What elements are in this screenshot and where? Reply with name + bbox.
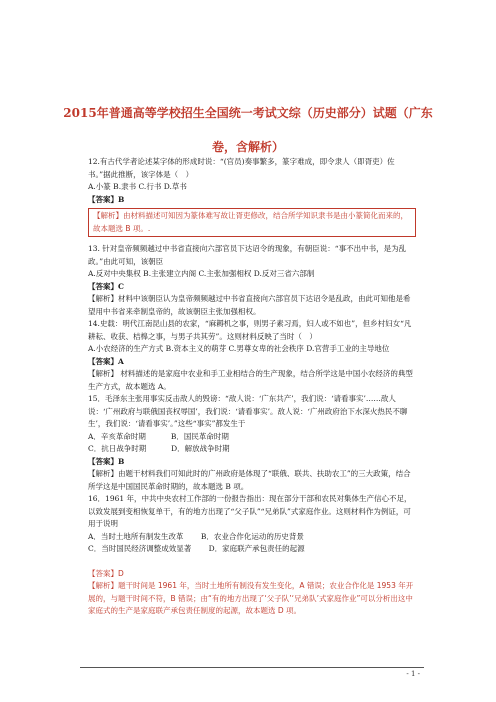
question-15-option-c: C．抗日战争时期 bbox=[88, 444, 147, 453]
document-body bbox=[88, 156, 414, 618]
question-16-stem: 16．1961 年，中共中央农村工作部的一份报告指出：现在部分干部和农民对集体生产信心不足，以致发展到变相恢复单干，有的地方出现了“父子队”“兄弟队”式家庭作业。这则材料作为例证，可用于说明 bbox=[88, 494, 412, 528]
question-15-stem: 15．毛泽东主张用事实反击敌人的毁谤：“敌人说：‘广东共产’，我们说：‘请看事实’……敌人说：‘广州政府与联俄国丧权辱国’，我们说：‘请看事实’。敌人说：‘广州政府治下水深火热民不聊生’，我们说：‘请看事实’。”这些“事实”都发生于 bbox=[88, 394, 408, 428]
question-16-option-d: D．家庭联产承包责任的起源 bbox=[208, 544, 305, 553]
question-13-stem: 13. 针对皇帝频频越过中书省直接向六部官员下达诏令的现象，有朝臣说：“事不出中书，是为乱政。”由此可知，该朝臣 bbox=[88, 244, 407, 266]
page-number: - 1 - bbox=[406, 670, 420, 678]
footer-divider bbox=[80, 667, 424, 668]
question-15-options bbox=[88, 431, 414, 444]
question-12-stem: 12.有古代学者论述某字体的形成时说：“(官员)奏事繁多，篆字难成，即令隶人（即胥吏）佐书。”据此推断，该字体是（ ） bbox=[88, 157, 395, 179]
question-16-options-2 bbox=[88, 543, 414, 556]
question-13-options: A.反对中央集权 B.主张建立内阁 C.主张加强相权 D.反对三省六部制 bbox=[88, 269, 315, 278]
question-16-option-a: A．当时土地所有制发生改革 bbox=[88, 531, 184, 541]
question-14-stem: 14.史载：明代江南昆山县的农家，“麻耨机之事，则男子素习焉，妇人或不如也”，但乡村妇女“凡耕耘、收获、桔槔之事，与男子共其劳”。这则材料反映了当时（ ） bbox=[88, 319, 412, 341]
question-15-analysis: 【解析】由题干材料我们可知此时的广州政府是体现了“联俄、联共、扶助农工”的三大政策，结合所学这是中国国民革命时期的，故本题选 B 项。 bbox=[88, 469, 411, 491]
question-16-options bbox=[88, 531, 414, 544]
question-16-answer: 【答案】D bbox=[88, 568, 124, 578]
question-15-option-a: A．辛亥革命时期 bbox=[88, 431, 146, 441]
question-16-option-c: C．当时国民经济调整成效显著 bbox=[88, 544, 192, 553]
question-12-options: A.小篆 B.隶书 C.行书 D.草书 bbox=[88, 182, 187, 191]
question-15-option-d: D．解放战争时期 bbox=[171, 444, 230, 453]
document-title: 2015年普通高等学校招生全国统一考试文综（历史部分）试题（广东卷，含解析） bbox=[63, 106, 433, 154]
question-15-option-b: B．国民革命时期 bbox=[170, 431, 229, 441]
question-16-option-b: B．农业合作化运动的历史背景 bbox=[200, 531, 304, 541]
question-14-options: A.小农经济的生产方式 B.资本主义的萌芽 C.男尊女卑的社会秩序 D.官营手工业的主导地位 bbox=[88, 344, 390, 353]
question-15-options-2 bbox=[88, 443, 414, 456]
question-13-analysis: 【解析】材料中该朝臣认为皇帝频频越过中书省直接向六部官员下达诏令是乱政，由此可知他是希望用中书省来牵制皇帝的，故该朝臣主张加强相权。 bbox=[88, 294, 411, 316]
question-15-answer: 【答案】B bbox=[88, 456, 125, 466]
question-12-answer: 【答案】B bbox=[88, 194, 125, 204]
question-14-analysis: 【解析】 材料描述的是家庭中农业和手工业相结合的生产现象，结合所学这是中国小农经济的典型生产方式，故本题选 A。 bbox=[88, 369, 413, 391]
question-13-answer: 【答案】C bbox=[88, 281, 124, 291]
question-12-analysis: 【解析】由材料描述可知因为篆体难写故让胥吏修改，结合所学知识隶书是由小篆简化而来的，故本题选 B 项。. bbox=[88, 208, 416, 237]
question-16-analysis: 【解析】题干时间是 1961 年，当时土地所有制没有发生变化，A 错误；农业合作化是 1953 年开展的，与题干时间不符，B 错误；由“有的地方出现了‘父子队’‘兄弟队’式家庭作业”可以分析出这中家庭式的生产是家庭联产承包责任制度的起源，故本题选 D 项。 bbox=[88, 581, 414, 615]
question-14-answer: 【答案】A bbox=[88, 356, 124, 366]
